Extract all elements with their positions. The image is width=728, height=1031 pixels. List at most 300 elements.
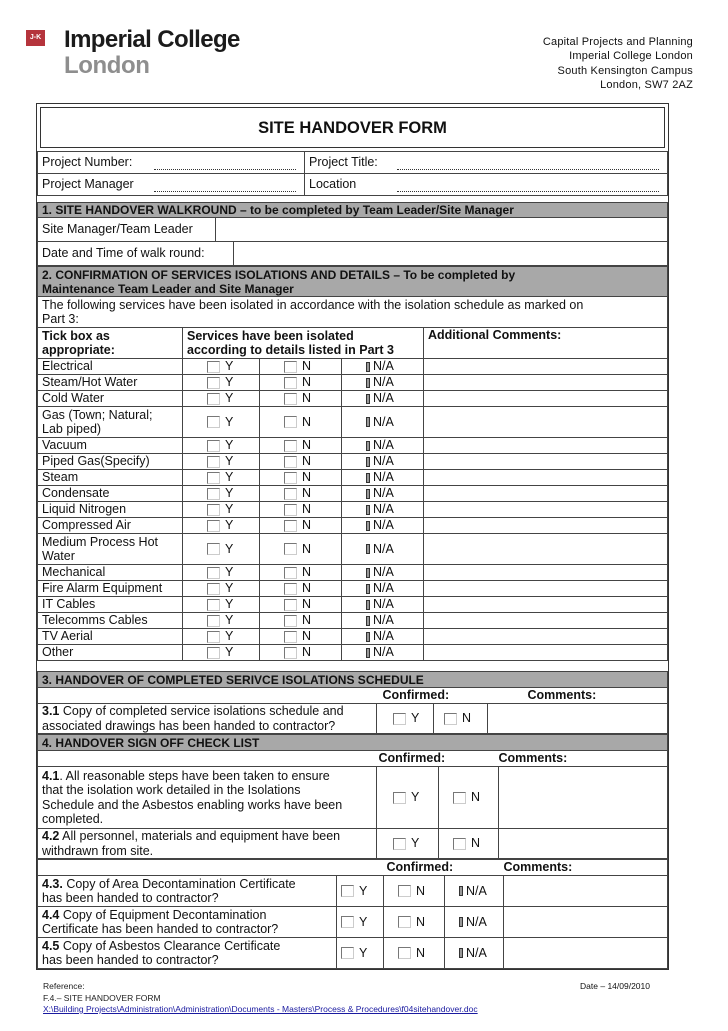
- service-comment-field[interactable]: [424, 486, 668, 502]
- n-checkbox[interactable]: [284, 456, 297, 468]
- service-name-line: Water: [42, 549, 75, 563]
- address-line: Imperial College London: [569, 50, 693, 63]
- item-text: has been handed to contractor?: [42, 891, 219, 905]
- item-text: withdrawn from site.: [42, 843, 154, 858]
- na-label: N/A: [466, 914, 487, 929]
- na-cell[interactable]: [342, 645, 424, 661]
- n-checkbox[interactable]: [398, 885, 411, 897]
- n-checkbox[interactable]: [284, 599, 297, 611]
- checklist-line: [42, 769, 372, 784]
- na-checkbox[interactable]: [366, 417, 370, 427]
- y-cell[interactable]: [183, 597, 260, 613]
- logo-badge: J-K: [26, 30, 45, 46]
- y-cell[interactable]: [337, 907, 384, 938]
- service-row: [38, 613, 668, 629]
- n-checkbox[interactable]: [453, 838, 466, 850]
- n-checkbox[interactable]: [284, 583, 297, 595]
- checklist-comment-field[interactable]: [504, 876, 668, 907]
- section-2-table: [37, 266, 668, 661]
- additional-comments-header: Additional Comments:: [424, 328, 668, 359]
- na-label: N/A: [373, 597, 394, 612]
- y-label: Y: [411, 836, 420, 851]
- n-cell[interactable]: [260, 359, 342, 375]
- y-checkbox[interactable]: [207, 504, 220, 516]
- service-row: [38, 629, 668, 645]
- address-line: Capital Projects and Planning: [542, 36, 693, 48]
- y-cell[interactable]: [377, 829, 439, 859]
- checklist-line: [42, 891, 332, 906]
- y-checkbox[interactable]: [393, 792, 406, 804]
- na-cell[interactable]: [342, 518, 424, 534]
- item-text: Copy of Asbestos Clearance Certificate: [59, 938, 281, 953]
- y-label: Y: [225, 470, 234, 485]
- project-title-label: Project Title:: [305, 152, 393, 174]
- service-name-line: Fire Alarm Equipment: [42, 581, 163, 596]
- service-name: [38, 391, 183, 407]
- y-checkbox[interactable]: [207, 393, 220, 405]
- n-cell[interactable]: [260, 438, 342, 454]
- y-cell[interactable]: [337, 938, 384, 969]
- n-label: N: [302, 518, 312, 533]
- n-checkbox[interactable]: [284, 631, 297, 643]
- na-label: N/A: [466, 945, 487, 960]
- location-label: Location: [305, 174, 393, 196]
- n-label: N: [416, 914, 426, 929]
- n-checkbox[interactable]: [284, 416, 297, 428]
- comments-header: Comments:: [499, 751, 668, 767]
- header-line: Tick box as: [42, 328, 110, 343]
- na-cell[interactable]: [342, 470, 424, 486]
- confirm-no-cell[interactable]: [434, 704, 488, 734]
- y-cell[interactable]: [183, 581, 260, 597]
- no-checkbox[interactable]: [444, 713, 457, 725]
- service-comment-field[interactable]: [424, 645, 668, 661]
- n-cell[interactable]: [260, 645, 342, 661]
- na-checkbox[interactable]: [366, 648, 370, 658]
- y-checkbox[interactable]: [207, 456, 220, 468]
- service-comment-field[interactable]: [424, 581, 668, 597]
- y-checkbox[interactable]: [207, 567, 220, 579]
- confirmed-header: Confirmed:: [337, 860, 504, 876]
- checklist-comment-field[interactable]: [504, 938, 668, 969]
- n-checkbox[interactable]: [284, 488, 297, 500]
- y-checkbox[interactable]: [207, 631, 220, 643]
- service-name: [38, 438, 183, 454]
- section-4-heading: 4. HANDOVER SIGN OFF CHECK LIST: [38, 735, 668, 751]
- services-isolated-header: [183, 328, 424, 359]
- service-comment-field[interactable]: [424, 391, 668, 407]
- na-label: N/A: [373, 391, 394, 406]
- tick-box-header: [38, 328, 183, 359]
- n-cell[interactable]: [260, 565, 342, 581]
- n-checkbox[interactable]: [284, 361, 297, 373]
- na-cell[interactable]: [342, 391, 424, 407]
- n-cell[interactable]: [260, 486, 342, 502]
- n-checkbox[interactable]: [398, 916, 411, 928]
- service-comment-field[interactable]: [424, 359, 668, 375]
- y-cell[interactable]: [337, 876, 384, 907]
- section-4b-table: [37, 859, 668, 969]
- y-cell[interactable]: [183, 486, 260, 502]
- n-cell[interactable]: [260, 470, 342, 486]
- na-label: N/A: [373, 518, 394, 533]
- y-checkbox[interactable]: [207, 647, 220, 659]
- intro-line: The following services have been isolated in accordance with the isolation schedule as marked on: [42, 297, 584, 312]
- service-name-line: Liquid Nitrogen: [42, 502, 127, 517]
- na-cell[interactable]: [342, 438, 424, 454]
- service-comment-field[interactable]: [424, 597, 668, 613]
- y-label: Y: [225, 391, 234, 406]
- service-comment-field[interactable]: [424, 518, 668, 534]
- yes-label: Y: [411, 711, 420, 726]
- na-checkbox[interactable]: [459, 948, 463, 958]
- footer: [43, 981, 478, 1016]
- checklist-line: [42, 812, 372, 827]
- y-cell[interactable]: [183, 645, 260, 661]
- na-cell[interactable]: [342, 565, 424, 581]
- y-checkbox[interactable]: [207, 416, 220, 428]
- na-cell[interactable]: [342, 597, 424, 613]
- item-text: Copy of Equipment Decontamination: [59, 907, 267, 922]
- item-text: . All reasonable steps have been taken to ensure: [59, 768, 330, 783]
- n-label: N: [302, 359, 312, 374]
- n-label: N: [302, 581, 312, 596]
- n-label: N: [302, 391, 312, 406]
- n-checkbox[interactable]: [284, 647, 297, 659]
- confirmed-header: Confirmed:: [377, 751, 499, 767]
- service-comment-field[interactable]: [424, 407, 668, 438]
- na-checkbox[interactable]: [366, 473, 370, 483]
- n-cell[interactable]: [439, 829, 499, 859]
- na-checkbox[interactable]: [366, 632, 370, 642]
- na-checkbox[interactable]: [366, 457, 370, 467]
- na-cell[interactable]: [342, 629, 424, 645]
- y-cell[interactable]: [183, 534, 260, 565]
- service-name: [38, 629, 183, 645]
- na-cell[interactable]: [445, 938, 504, 969]
- n-checkbox[interactable]: [284, 615, 297, 627]
- y-checkbox[interactable]: [207, 488, 220, 500]
- na-checkbox[interactable]: [366, 521, 370, 531]
- n-cell[interactable]: [384, 907, 445, 938]
- na-label: N/A: [373, 359, 394, 374]
- y-label: Y: [225, 613, 234, 628]
- service-comment-field[interactable]: [424, 375, 668, 391]
- y-cell[interactable]: [183, 391, 260, 407]
- na-cell[interactable]: [445, 907, 504, 938]
- y-checkbox[interactable]: [393, 838, 406, 850]
- section-4-table: [37, 734, 668, 859]
- n-cell[interactable]: [260, 454, 342, 470]
- item-text: associated drawings has been handed to contractor?: [42, 718, 336, 733]
- y-checkbox[interactable]: [341, 885, 354, 897]
- na-cell[interactable]: [445, 876, 504, 907]
- service-name-line: Other: [42, 645, 74, 660]
- footer-reference: Reference:: [43, 981, 85, 991]
- service-comment-field[interactable]: [424, 629, 668, 645]
- n-label: N: [302, 565, 312, 580]
- y-checkbox[interactable]: [341, 916, 354, 928]
- na-label: N/A: [373, 629, 394, 644]
- na-checkbox[interactable]: [366, 616, 370, 626]
- n-label: N: [302, 454, 312, 469]
- service-name-line: Vacuum: [42, 438, 87, 453]
- service-name: [38, 613, 183, 629]
- service-row: [38, 534, 668, 565]
- y-checkbox[interactable]: [207, 543, 220, 555]
- n-label: N: [416, 883, 426, 898]
- project-title-field[interactable]: [393, 152, 668, 174]
- y-label: Y: [359, 883, 368, 898]
- service-name: [38, 597, 183, 613]
- item-text: Schedule and the Asbestos enabling works have been: [42, 797, 343, 812]
- service-name: [38, 407, 183, 438]
- address-line: London, SW7 2AZ: [600, 78, 693, 91]
- na-cell[interactable]: [342, 375, 424, 391]
- yes-checkbox[interactable]: [393, 713, 406, 725]
- section-3-table: [37, 671, 668, 734]
- header-line: according to details listed in Part 3: [187, 343, 394, 357]
- n-cell[interactable]: [260, 375, 342, 391]
- service-name-line: TV Aerial: [42, 629, 93, 644]
- y-cell[interactable]: [183, 375, 260, 391]
- header-line: Services have been isolated: [187, 328, 354, 343]
- na-cell[interactable]: [342, 407, 424, 438]
- service-comment-field[interactable]: [424, 613, 668, 629]
- checklist-row: [38, 938, 668, 969]
- item-number: 4.4: [42, 907, 60, 922]
- y-checkbox[interactable]: [207, 361, 220, 373]
- n-label: N: [302, 486, 312, 501]
- form-frame: [36, 103, 669, 970]
- y-label: Y: [225, 502, 234, 517]
- n-cell[interactable]: [260, 613, 342, 629]
- n-checkbox[interactable]: [284, 543, 297, 555]
- y-cell[interactable]: [183, 454, 260, 470]
- n-checkbox[interactable]: [284, 377, 297, 389]
- na-checkbox[interactable]: [366, 568, 370, 578]
- n-cell[interactable]: [260, 629, 342, 645]
- y-label: Y: [359, 945, 368, 960]
- comments-field[interactable]: [488, 704, 668, 734]
- checklist-item: [38, 907, 337, 938]
- service-comment-field[interactable]: [424, 565, 668, 581]
- confirmed-header: Confirmed:: [377, 688, 488, 704]
- n-checkbox[interactable]: [284, 504, 297, 516]
- service-name-line: Cold Water: [42, 391, 105, 406]
- na-label: N/A: [373, 486, 394, 501]
- service-name-line: Lab piped): [42, 422, 102, 436]
- location-field[interactable]: [393, 174, 668, 196]
- no-label: N: [462, 711, 472, 726]
- section-1-heading: 1. SITE HANDOVER WALKROUND – to be completed by Team Leader/Site Manager: [38, 203, 668, 218]
- na-checkbox[interactable]: [366, 544, 370, 554]
- y-checkbox[interactable]: [207, 520, 220, 532]
- y-label: Y: [225, 629, 234, 644]
- n-cell[interactable]: [260, 518, 342, 534]
- n-cell[interactable]: [439, 767, 499, 829]
- service-row: [38, 645, 668, 661]
- n-cell[interactable]: [260, 581, 342, 597]
- y-cell[interactable]: [183, 565, 260, 581]
- y-checkbox[interactable]: [207, 599, 220, 611]
- y-cell[interactable]: [377, 767, 439, 829]
- checklist-comment-field[interactable]: [499, 829, 668, 859]
- y-checkbox[interactable]: [207, 615, 220, 627]
- section-2-heading-line: 2. CONFIRMATION OF SERVICES ISOLATIONS AND DETAILS – To be completed by: [42, 267, 516, 282]
- service-row: [38, 470, 668, 486]
- footer-doc-name: F.4.– SITE HANDOVER FORM: [43, 992, 161, 1003]
- item-text: has been handed to contractor?: [42, 953, 219, 967]
- project-number-field[interactable]: [150, 152, 305, 174]
- service-name: [38, 581, 183, 597]
- item-number: 4.2: [42, 829, 60, 843]
- item-number: 4.5: [42, 938, 60, 953]
- y-checkbox[interactable]: [207, 377, 220, 389]
- na-label: N/A: [373, 613, 394, 628]
- n-cell[interactable]: [260, 391, 342, 407]
- n-cell[interactable]: [260, 597, 342, 613]
- n-cell[interactable]: [260, 502, 342, 518]
- y-cell[interactable]: [183, 629, 260, 645]
- na-cell[interactable]: [342, 502, 424, 518]
- y-label: Y: [225, 375, 234, 390]
- n-cell[interactable]: [384, 938, 445, 969]
- item-text: Copy of Area Decontamination Certificate: [62, 876, 296, 891]
- service-name: [38, 518, 183, 534]
- y-label: Y: [225, 541, 234, 556]
- service-name-line: Telecomms Cables: [42, 613, 148, 628]
- service-name-line: Steam: [42, 470, 79, 485]
- na-checkbox[interactable]: [366, 378, 370, 388]
- y-cell[interactable]: [183, 407, 260, 438]
- item-number: 4.3.: [42, 876, 63, 891]
- section-2-heading: [38, 267, 668, 297]
- na-checkbox[interactable]: [366, 362, 370, 372]
- checklist-line: [42, 877, 332, 892]
- na-checkbox[interactable]: [366, 489, 370, 499]
- n-label: N: [302, 502, 312, 517]
- section-2-heading-line: Maintenance Team Leader and Site Manager: [42, 281, 294, 296]
- y-checkbox[interactable]: [207, 583, 220, 595]
- y-checkbox[interactable]: [207, 440, 220, 452]
- service-comment-field[interactable]: [424, 438, 668, 454]
- na-cell[interactable]: [342, 359, 424, 375]
- item-text: All personnel, materials and equipment have been: [59, 829, 341, 843]
- intro-line: Part 3:: [42, 312, 79, 326]
- logo-line-2: London: [64, 52, 150, 79]
- service-comment-field[interactable]: [424, 534, 668, 565]
- project-manager-field[interactable]: [150, 174, 305, 196]
- na-checkbox[interactable]: [459, 917, 463, 927]
- site-manager-label: Site Manager/Team Leader: [38, 218, 216, 242]
- y-checkbox[interactable]: [207, 472, 220, 484]
- n-label: N: [302, 438, 312, 453]
- n-checkbox[interactable]: [398, 947, 411, 959]
- service-name-line: IT Cables: [42, 597, 96, 612]
- y-cell[interactable]: [183, 613, 260, 629]
- walk-round-date-field[interactable]: [234, 242, 668, 266]
- n-label: N: [302, 470, 312, 485]
- checklist-row: [38, 876, 668, 907]
- n-label: N: [302, 375, 312, 390]
- confirm-yes-cell[interactable]: [377, 704, 434, 734]
- y-cell[interactable]: [183, 470, 260, 486]
- service-row: [38, 391, 668, 407]
- y-cell[interactable]: [183, 502, 260, 518]
- project-number-label: Project Number:: [38, 152, 150, 174]
- n-checkbox[interactable]: [284, 472, 297, 484]
- footer-file-path-link[interactable]: X:\Building Projects\Administration\Administration\Documents - Masters\Process & Procedures\f04sitehandover.doc: [43, 1004, 478, 1014]
- service-name-line: Steam/Hot Water: [42, 375, 138, 390]
- project-manager-label: Project Manager: [38, 174, 150, 196]
- service-name-line: Condensate: [42, 486, 110, 501]
- y-cell[interactable]: [183, 518, 260, 534]
- checklist-comment-field[interactable]: [499, 767, 668, 829]
- service-row: [38, 407, 668, 438]
- service-name: [38, 502, 183, 518]
- na-checkbox[interactable]: [459, 886, 463, 896]
- blank-cell: [38, 860, 337, 876]
- y-label: Y: [225, 565, 234, 580]
- service-row: [38, 597, 668, 613]
- na-cell[interactable]: [342, 534, 424, 565]
- na-checkbox[interactable]: [366, 394, 370, 404]
- item-text: that the isolation work detailed in the Isolations: [42, 783, 301, 797]
- n-label: N: [416, 945, 426, 960]
- na-cell[interactable]: [342, 581, 424, 597]
- na-cell[interactable]: [342, 486, 424, 502]
- y-label: Y: [225, 414, 234, 429]
- service-comment-field[interactable]: [424, 454, 668, 470]
- na-checkbox[interactable]: [366, 505, 370, 515]
- form-title: SITE HANDOVER FORM: [40, 107, 665, 148]
- n-checkbox[interactable]: [284, 520, 297, 532]
- checklist-item: [38, 829, 377, 859]
- checklist-comment-field[interactable]: [504, 907, 668, 938]
- service-name-line: Compressed Air: [42, 518, 131, 533]
- na-checkbox[interactable]: [366, 441, 370, 451]
- na-checkbox[interactable]: [366, 584, 370, 594]
- logo-line-1: Imperial College: [64, 26, 240, 53]
- service-comment-field[interactable]: [424, 470, 668, 486]
- n-checkbox[interactable]: [284, 393, 297, 405]
- y-checkbox[interactable]: [341, 947, 354, 959]
- service-name-line: Electrical: [42, 359, 93, 374]
- y-label: Y: [225, 454, 234, 469]
- na-label: N/A: [373, 581, 394, 596]
- n-cell[interactable]: [260, 407, 342, 438]
- site-manager-field[interactable]: [216, 218, 668, 242]
- n-cell[interactable]: [260, 534, 342, 565]
- n-cell[interactable]: [384, 876, 445, 907]
- checklist-line: [42, 783, 372, 798]
- n-checkbox[interactable]: [453, 792, 466, 804]
- service-name: [38, 454, 183, 470]
- y-cell[interactable]: [183, 438, 260, 454]
- na-checkbox[interactable]: [366, 600, 370, 610]
- walk-round-date-label: Date and Time of walk round:: [38, 242, 234, 266]
- na-label: N/A: [466, 883, 487, 898]
- y-cell[interactable]: [183, 359, 260, 375]
- na-cell[interactable]: [342, 613, 424, 629]
- service-comment-field[interactable]: [424, 502, 668, 518]
- na-cell[interactable]: [342, 454, 424, 470]
- n-checkbox[interactable]: [284, 440, 297, 452]
- item-text: Certificate has been handed to contractor?: [42, 922, 279, 936]
- item-number: 3.1: [42, 704, 60, 718]
- n-checkbox[interactable]: [284, 567, 297, 579]
